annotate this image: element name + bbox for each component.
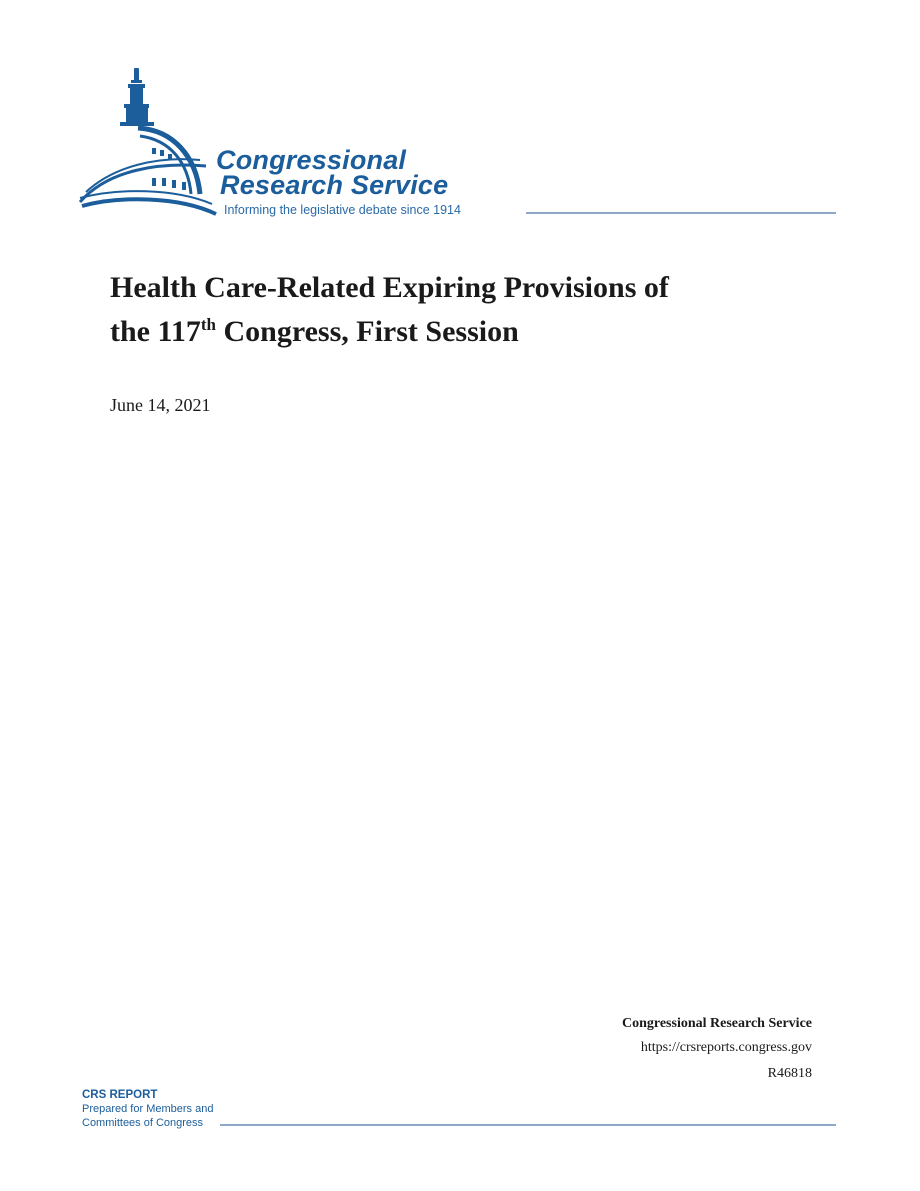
footer-prepared-line2: Committees of Congress <box>82 1117 204 1129</box>
report-id: R46818 <box>767 1066 812 1081</box>
logo-divider <box>526 212 836 214</box>
publisher-block <box>622 1012 812 1086</box>
title-ordinal-suffix: th <box>200 315 216 334</box>
report-date: June 14, 2021 <box>110 395 211 415</box>
footer-divider <box>220 1124 836 1126</box>
footer-prepared-line1: Prepared for Members and <box>82 1103 214 1115</box>
footer-crs-report: CRS REPORT <box>82 1089 158 1101</box>
report-title <box>110 266 830 354</box>
footer-label <box>82 1089 213 1130</box>
capitol-dome-icon <box>78 66 223 218</box>
logo-name-line2: Research Service <box>220 170 449 200</box>
logo-tagline: Informing the legislative debate since 1914 <box>224 203 461 217</box>
publisher-url[interactable]: https://crsreports.congress.gov <box>640 1040 812 1055</box>
publisher-name: Congressional Research Service <box>621 1016 812 1031</box>
logo-name-line1: Congressional <box>216 145 407 175</box>
title-line2-post: Congress, First Session <box>215 315 519 348</box>
title-line2-pre: the 117 <box>110 315 201 348</box>
title-line1: Health Care-Related Expiring Provisions of <box>110 271 669 304</box>
crs-logo <box>78 66 838 226</box>
